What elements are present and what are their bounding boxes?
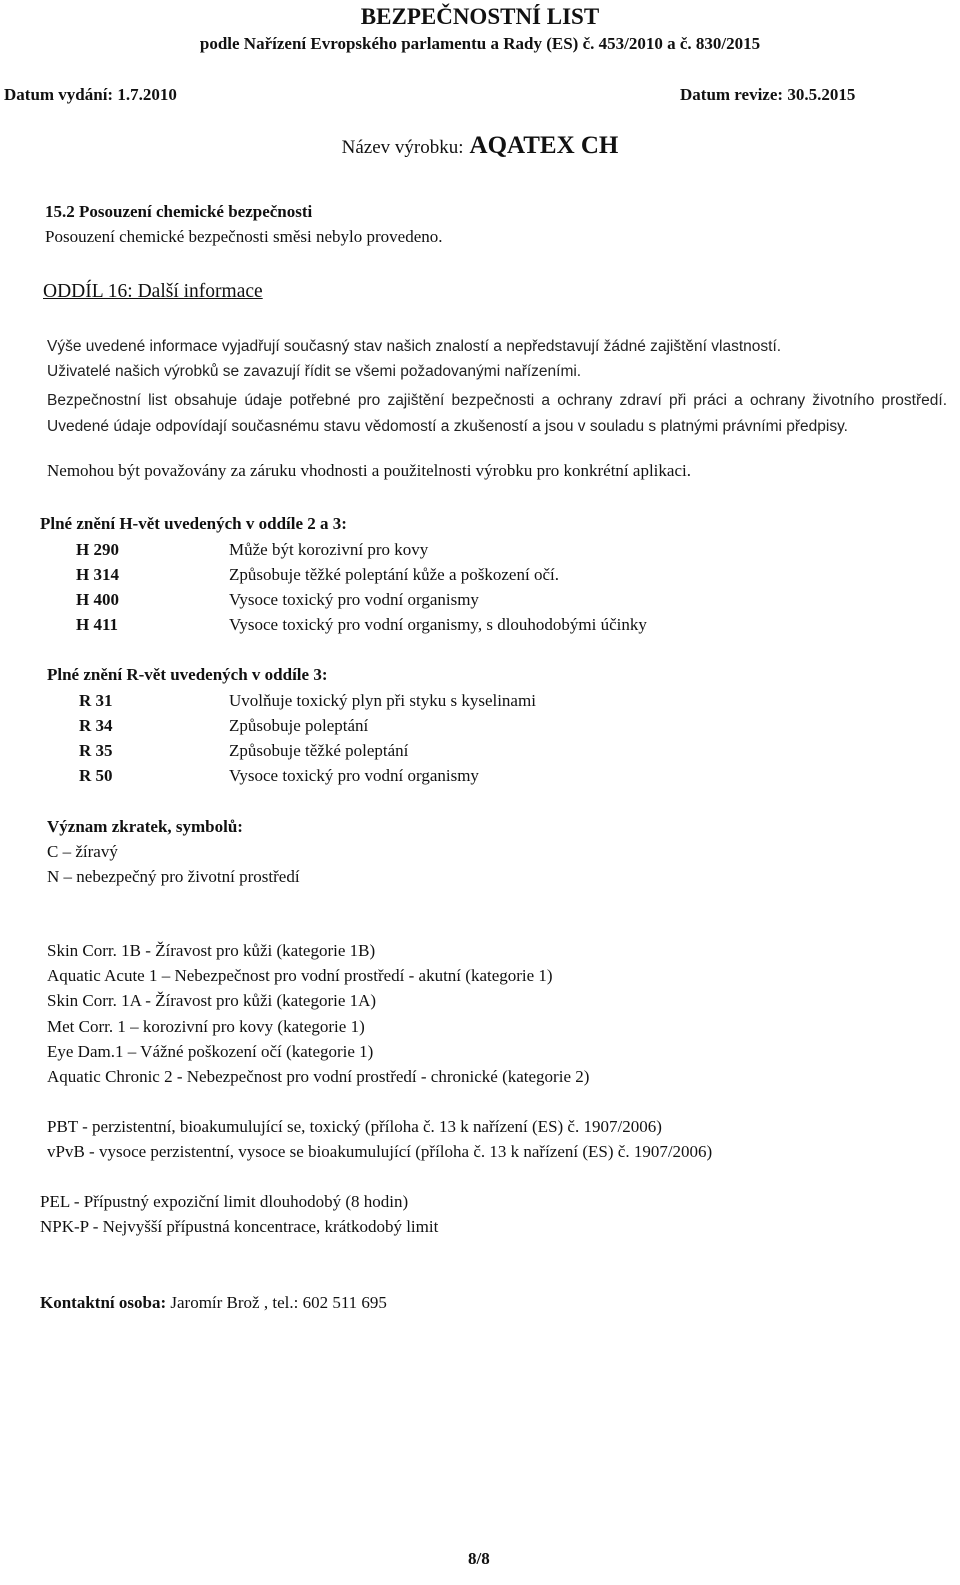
contact-value: Jaromír Brož , tel.: 602 511 695 bbox=[170, 1293, 387, 1312]
section-15-2-heading: 15.2 Posouzení chemické bezpečnosti bbox=[45, 202, 313, 221]
hazard-class-item: Skin Corr. 1A - Žíravost pro kůži (kategorie 1A) bbox=[47, 991, 377, 1010]
regulation-subtitle: podle Nařízení Evropského parlamentu a Rady (ES) č. 453/2010 a č. 830/2015 bbox=[199, 34, 761, 53]
pbt-definition: PBT - perzistentní, bioakumulující se, toxický (příloha č. 13 k nařízení (ES) č. 1907/2006) bbox=[47, 1117, 662, 1136]
hazard-class-item: Met Corr. 1 – korozivní pro kovy (kategorie 1) bbox=[47, 1017, 365, 1036]
h-phrase-code: H 314 bbox=[76, 565, 119, 584]
hazard-class-item: Aquatic Acute 1 – Nebezpečnost pro vodní prostředí - akutní (kategorie 1) bbox=[47, 966, 553, 985]
product-label: Název výrobku: bbox=[341, 137, 464, 158]
hazard-class-item: Eye Dam.1 – Vážné poškození očí (kategorie 1) bbox=[47, 1042, 374, 1061]
r-phrases-heading: Plné znění R-vět uvedených v oddíle 3: bbox=[47, 665, 328, 684]
h-phrase-text: Způsobuje těžké poleptání kůže a poškození očí. bbox=[229, 565, 559, 584]
abbreviations-heading: Význam zkratek, symbolů: bbox=[47, 817, 243, 836]
h-phrases-heading: Plné znění H-vět uvedených v oddíle 2 a 3: bbox=[40, 514, 347, 533]
section-15-2-text: Posouzení chemické bezpečnosti směsi nebylo provedeno. bbox=[45, 227, 443, 246]
abbreviation-item: C – žíravý bbox=[47, 842, 118, 861]
contact-label: Kontaktní osoba: bbox=[40, 1293, 167, 1312]
r-phrase-text: Vysoce toxický pro vodní organismy bbox=[229, 766, 479, 785]
section-16-line1: Výše uvedené informace vyjadřují současný stav našich znalostí a nepředstavují žádné zajištění vlastností. bbox=[47, 338, 782, 355]
hazard-class-item: Aquatic Chronic 2 - Nebezpečnost pro vodní prostředí - chronické (kategorie 2) bbox=[47, 1067, 590, 1086]
product-name-line bbox=[0, 132, 960, 160]
vpvb-definition: vPvB - vysoce perzistentní, vysoce se bioakumulující (příloha č. 13 k nařízení (ES) č. 1907/2006) bbox=[47, 1142, 713, 1161]
section-16-heading: ODDÍL 16: Další informace bbox=[43, 281, 263, 302]
h-phrase-text: Může být korozivní pro kovy bbox=[229, 540, 429, 559]
r-phrase-code: R 35 bbox=[79, 741, 113, 760]
section-16-line3: Nemohou být považovány za záruku vhodnosti a použitelnosti výrobku pro konkrétní aplikaci. bbox=[47, 461, 691, 480]
r-phrase-text: Způsobuje poleptání bbox=[229, 716, 369, 735]
h-phrase-code: H 290 bbox=[76, 540, 119, 559]
r-phrase-code: R 34 bbox=[79, 716, 113, 735]
h-phrase-code: H 400 bbox=[76, 590, 119, 609]
contact-person bbox=[40, 1292, 387, 1314]
h-phrase-text: Vysoce toxický pro vodní organismy bbox=[229, 590, 479, 609]
npk-definition: NPK-P - Nejvyšší přípustná koncentrace, krátkodobý limit bbox=[40, 1217, 439, 1236]
abbreviation-item: N – nebezpečný pro životní prostředí bbox=[47, 867, 300, 886]
page-number: 8/8 bbox=[468, 1549, 490, 1568]
hazard-class-item: Skin Corr. 1B - Žíravost pro kůži (kategorie 1B) bbox=[47, 941, 376, 960]
r-phrase-text: Způsobuje těžké poleptání bbox=[229, 741, 409, 760]
h-phrase-text: Vysoce toxický pro vodní organismy, s dlouhodobými účinky bbox=[229, 615, 647, 634]
document-title: BEZPEČNOSTNÍ LIST bbox=[360, 4, 600, 29]
h-phrase-code: H 411 bbox=[76, 615, 119, 634]
revision-date: Datum revize: 30.5.2015 bbox=[680, 85, 856, 104]
section-16-paragraph: Bezpečnostní list obsahuje údaje potřebné pro zajištění bezpečnosti a ochrany zdraví při práci a ochrany životního prostředí. Uvedené údaje odpovídají současnému stavu vědomostí a zkušeností a jsou v souladu s platnými právními předpisy. bbox=[47, 392, 947, 435]
r-phrase-text: Uvolňuje toxický plyn při styku s kyselinami bbox=[229, 691, 536, 710]
section-16-line2: Uživatelé našich výrobků se zavazují řídit se všemi požadovanými nařízeními. bbox=[47, 363, 582, 380]
product-name: AQATEX CH bbox=[469, 132, 619, 159]
r-phrase-code: R 31 bbox=[79, 691, 113, 710]
pel-definition: PEL - Přípustný expoziční limit dlouhodobý (8 hodin) bbox=[40, 1192, 409, 1211]
issue-date: Datum vydání: 1.7.2010 bbox=[4, 85, 177, 104]
r-phrase-code: R 50 bbox=[79, 766, 113, 785]
